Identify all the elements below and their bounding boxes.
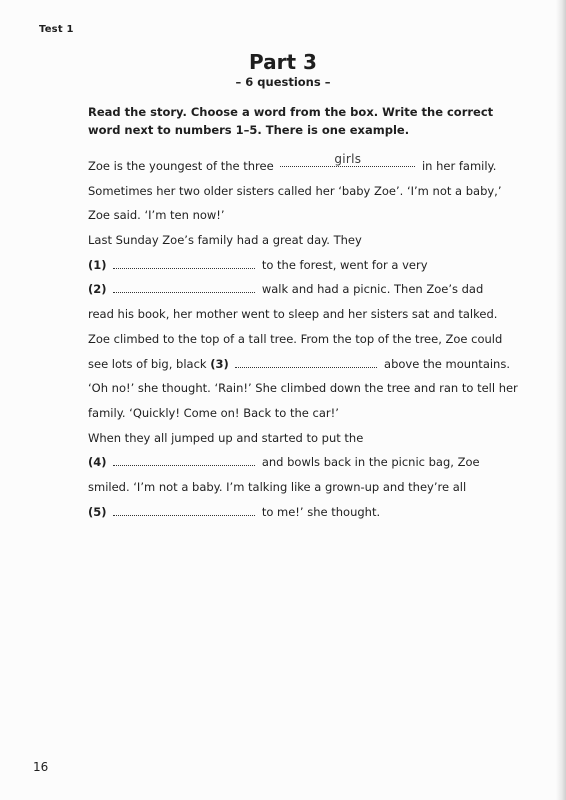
- story-text-segment: to the forest, went for a very: [261, 257, 428, 272]
- question-number-3: (3): [210, 356, 229, 371]
- story-line-4: Last Sunday Zoe’s family had a great day. They: [88, 233, 362, 248]
- question-number-5: (5): [88, 504, 107, 519]
- example-blank: [280, 154, 415, 167]
- example-answer: girls: [334, 152, 362, 166]
- story-line-8: Zoe climbed to the top of a tall tree. From the top of the tree, Zoe could: [88, 331, 503, 346]
- question-number-2: (2): [88, 282, 107, 297]
- answer-blank-1[interactable]: [113, 256, 255, 269]
- answer-blank-4[interactable]: [113, 453, 255, 466]
- question-number-4: (4): [88, 455, 107, 470]
- story-text-segment: walk and had a picnic. Then Zoe’s dad: [261, 282, 484, 297]
- question-number-1: (1): [88, 257, 107, 272]
- story-line-5: [88, 253, 508, 278]
- story-line-7: read his book, her mother went to sleep and her sisters sat and talked.: [88, 307, 498, 322]
- story-line-3: Zoe said. ‘I’m ten now!’: [88, 208, 225, 223]
- story-text-segment: and bowls back in the picnic bag, Zoe: [261, 455, 480, 470]
- story-text-segment: in her family.: [421, 159, 497, 173]
- part-subtitle: – 6 questions –: [235, 75, 331, 89]
- test-label: Test 1: [39, 24, 74, 35]
- answer-blank-5[interactable]: [113, 503, 255, 516]
- story-text: [88, 152, 518, 524]
- story-line-10: ‘Oh no!’ she thought. ‘Rain!’ She climbed down the tree and ran to tell her: [88, 381, 518, 396]
- story-line-13: [88, 450, 508, 475]
- story-line-6: [88, 277, 508, 302]
- story-line-12: When they all jumped up and started to put the: [88, 430, 364, 445]
- instructions: Read the story. Choose a word from the box. Write the correct word next to numbers 1–5. There is one example.: [88, 105, 494, 137]
- story-text-segment: above the mountains.: [384, 356, 510, 371]
- answer-blank-2[interactable]: [113, 280, 255, 293]
- story-line-2: Sometimes her two older sisters called her ‘baby Zoe’. ‘I’m not a baby,’: [88, 183, 502, 198]
- story-line-1: [88, 154, 508, 179]
- story-line-11: family. ‘Quickly! Come on! Back to the car!’: [88, 405, 339, 420]
- story-text-segment: see lots of big, black: [88, 356, 207, 371]
- story-line-15: [88, 500, 508, 525]
- story-line-9: [88, 352, 508, 377]
- story-text-segment: Zoe is the youngest of the three: [88, 159, 274, 173]
- part-title: Part 3: [249, 50, 317, 74]
- answer-blank-3[interactable]: [235, 355, 377, 368]
- page-edge-shadow: [556, 0, 566, 800]
- page-number: 16: [33, 760, 49, 774]
- story-text-segment: to me!’ she thought.: [261, 504, 381, 519]
- story-line-14: smiled. ‘I’m not a baby. I’m talking like a grown-up and they’re all: [88, 479, 467, 494]
